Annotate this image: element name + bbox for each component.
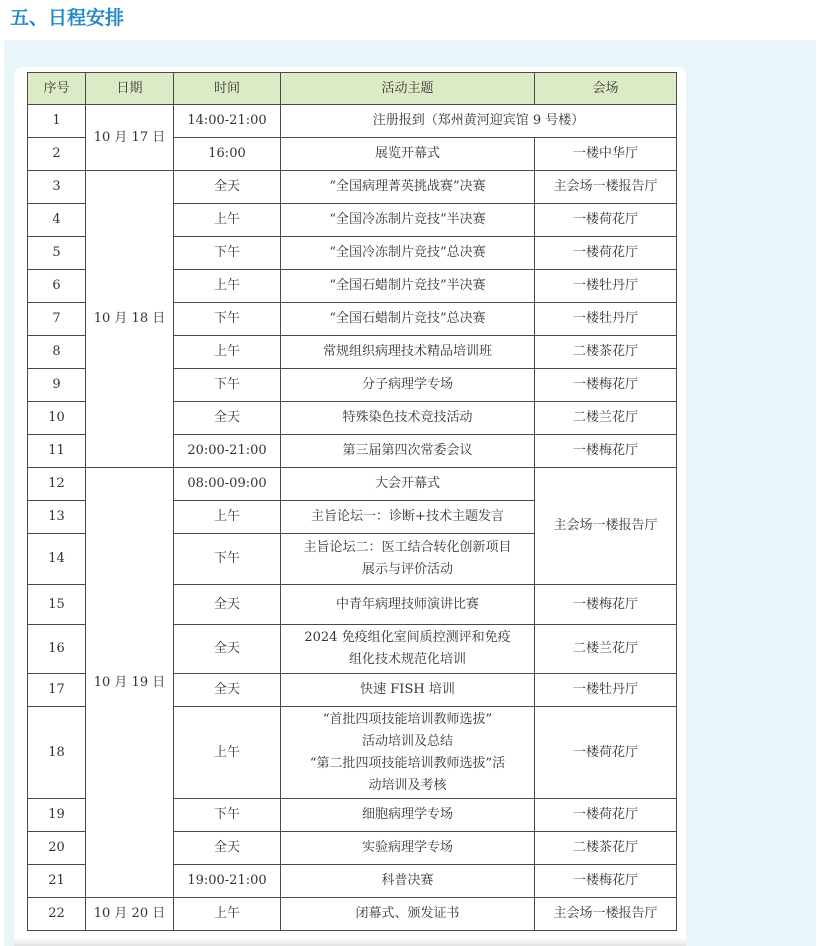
- row-time: 20:00-21:00: [174, 435, 281, 468]
- table-row: [28, 898, 677, 931]
- row-topic: “全国病理菁英挑战赛”决赛: [281, 171, 535, 204]
- row-time: 全天: [174, 585, 281, 625]
- row-time: 08:00-09:00: [174, 468, 281, 501]
- row-no: 1: [28, 105, 86, 138]
- row-no: 14: [28, 534, 86, 585]
- row-no: 9: [28, 369, 86, 402]
- row-time: 下午: [174, 303, 281, 336]
- row-venue: 一楼牡丹厅: [535, 303, 677, 336]
- row-time: 上午: [174, 501, 281, 534]
- topic-line: 展示与评价活动: [361, 562, 453, 577]
- row-venue: 一楼梅花厅: [535, 369, 677, 402]
- row-no: 18: [28, 707, 86, 799]
- row-no: 10: [28, 402, 86, 435]
- row-topic: 闭幕式、颁发证书: [281, 898, 535, 931]
- row-venue: 主会场一楼报告厅: [535, 468, 677, 585]
- card-bottom-edge: [14, 938, 686, 946]
- table-row: [28, 105, 677, 138]
- row-topic: 展览开幕式: [281, 138, 535, 171]
- row-date: 10 月 19 日: [86, 468, 174, 898]
- row-topic: 常规组织病理技术精品培训班: [281, 336, 535, 369]
- header-date: 日期: [86, 73, 174, 105]
- row-no: 2: [28, 138, 86, 171]
- row-no: 17: [28, 674, 86, 707]
- row-venue: 一楼中华厅: [535, 138, 677, 171]
- row-date: 10 月 17 日: [86, 105, 174, 171]
- row-venue: 一楼荷花厅: [535, 237, 677, 270]
- topic-line: 动培训及考核: [368, 777, 447, 793]
- row-venue: 一楼牡丹厅: [535, 674, 677, 707]
- row-venue: 二楼茶花厅: [535, 336, 677, 369]
- topic-line: 活动培训及总结: [361, 733, 453, 749]
- row-topic: “全国石蜡制片竞技”总决赛: [281, 303, 535, 336]
- row-no: 8: [28, 336, 86, 369]
- row-time: 上午: [174, 270, 281, 303]
- row-time: 下午: [174, 799, 281, 832]
- row-time: 全天: [174, 625, 281, 674]
- row-venue: 一楼牡丹厅: [535, 270, 677, 303]
- row-venue: 二楼兰花厅: [535, 402, 677, 435]
- row-time: 全天: [174, 402, 281, 435]
- table-row: [28, 171, 677, 204]
- row-no: 5: [28, 237, 86, 270]
- row-topic: [281, 534, 535, 585]
- row-no: 19: [28, 799, 86, 832]
- row-time: 上午: [174, 707, 281, 799]
- header-venue: 会场: [535, 73, 677, 105]
- row-time: 全天: [174, 832, 281, 865]
- row-time: 19:00-21:00: [174, 865, 281, 898]
- row-time: 14:00-21:00: [174, 105, 281, 138]
- row-time: 下午: [174, 534, 281, 585]
- header-no: 序号: [28, 73, 86, 105]
- row-topic: “全国冷冻制片竞技”半决赛: [281, 204, 535, 237]
- row-time: 上午: [174, 898, 281, 931]
- row-topic: 分子病理学专场: [281, 369, 535, 402]
- row-topic: [281, 707, 535, 799]
- row-time: 16:00: [174, 138, 281, 171]
- topic-line: “首批四项技能培训教师选拔”: [322, 711, 493, 727]
- row-venue: 主会场一楼报告厅: [535, 171, 677, 204]
- header-row: [28, 73, 677, 105]
- row-topic: 细胞病理学专场: [281, 799, 535, 832]
- row-topic: 第三届第四次常委会议: [281, 435, 535, 468]
- row-venue: 二楼兰花厅: [535, 625, 677, 674]
- row-topic: 特殊染色技术竞技活动: [281, 402, 535, 435]
- topic-line: 组化技术规范化培训: [348, 652, 466, 667]
- row-no: 4: [28, 204, 86, 237]
- row-no: 11: [28, 435, 86, 468]
- row-no: 3: [28, 171, 86, 204]
- row-topic: 中青年病理技师演讲比赛: [281, 585, 535, 625]
- table-row: [28, 468, 677, 501]
- row-no: 12: [28, 468, 86, 501]
- row-time: 下午: [174, 369, 281, 402]
- row-time: 上午: [174, 336, 281, 369]
- row-time: 下午: [174, 237, 281, 270]
- row-venue: 一楼梅花厅: [535, 865, 677, 898]
- row-no: 20: [28, 832, 86, 865]
- row-topic: 注册报到（郑州黄河迎宾馆 9 号楼）: [281, 105, 677, 138]
- row-venue: 一楼梅花厅: [535, 435, 677, 468]
- row-venue: 一楼荷花厅: [535, 799, 677, 832]
- row-topic: 主旨论坛一：诊断+技术主题发言: [281, 501, 535, 534]
- topic-line: 主旨论坛二：医工结合转化创新项目: [303, 540, 512, 555]
- row-venue: 主会场一楼报告厅: [535, 898, 677, 931]
- row-topic: 科普决赛: [281, 865, 535, 898]
- section-title: 五、日程安排: [10, 7, 125, 29]
- row-date: 10 月 20 日: [86, 898, 174, 931]
- row-no: 16: [28, 625, 86, 674]
- row-topic: “全国石蜡制片竞技”半决赛: [281, 270, 535, 303]
- row-venue: 一楼荷花厅: [535, 204, 677, 237]
- row-topic: 大会开幕式: [281, 468, 535, 501]
- header-time: 时间: [174, 73, 281, 105]
- row-venue: 二楼茶花厅: [535, 832, 677, 865]
- row-no: 13: [28, 501, 86, 534]
- row-no: 22: [28, 898, 86, 931]
- row-time: 上午: [174, 204, 281, 237]
- row-topic: [281, 625, 535, 674]
- header-topic: 活动主题: [281, 73, 535, 105]
- row-no: 6: [28, 270, 86, 303]
- row-time: 全天: [174, 674, 281, 707]
- row-topic: 实验病理学专场: [281, 832, 535, 865]
- schedule-table: [27, 72, 677, 931]
- topic-line: “第二批四项技能培训教师选拔”活: [309, 755, 506, 771]
- row-date: 10 月 18 日: [86, 171, 174, 468]
- row-topic: 快速 FISH 培训: [281, 674, 535, 707]
- row-topic: “全国冷冻制片竞技”总决赛: [281, 237, 535, 270]
- row-no: 7: [28, 303, 86, 336]
- row-no: 15: [28, 585, 86, 625]
- row-venue: 一楼梅花厅: [535, 585, 677, 625]
- row-time: 全天: [174, 171, 281, 204]
- topic-line: 2024 免疫组化室间质控测评和免疫: [304, 630, 511, 645]
- row-venue: 一楼荷花厅: [535, 707, 677, 799]
- row-no: 21: [28, 865, 86, 898]
